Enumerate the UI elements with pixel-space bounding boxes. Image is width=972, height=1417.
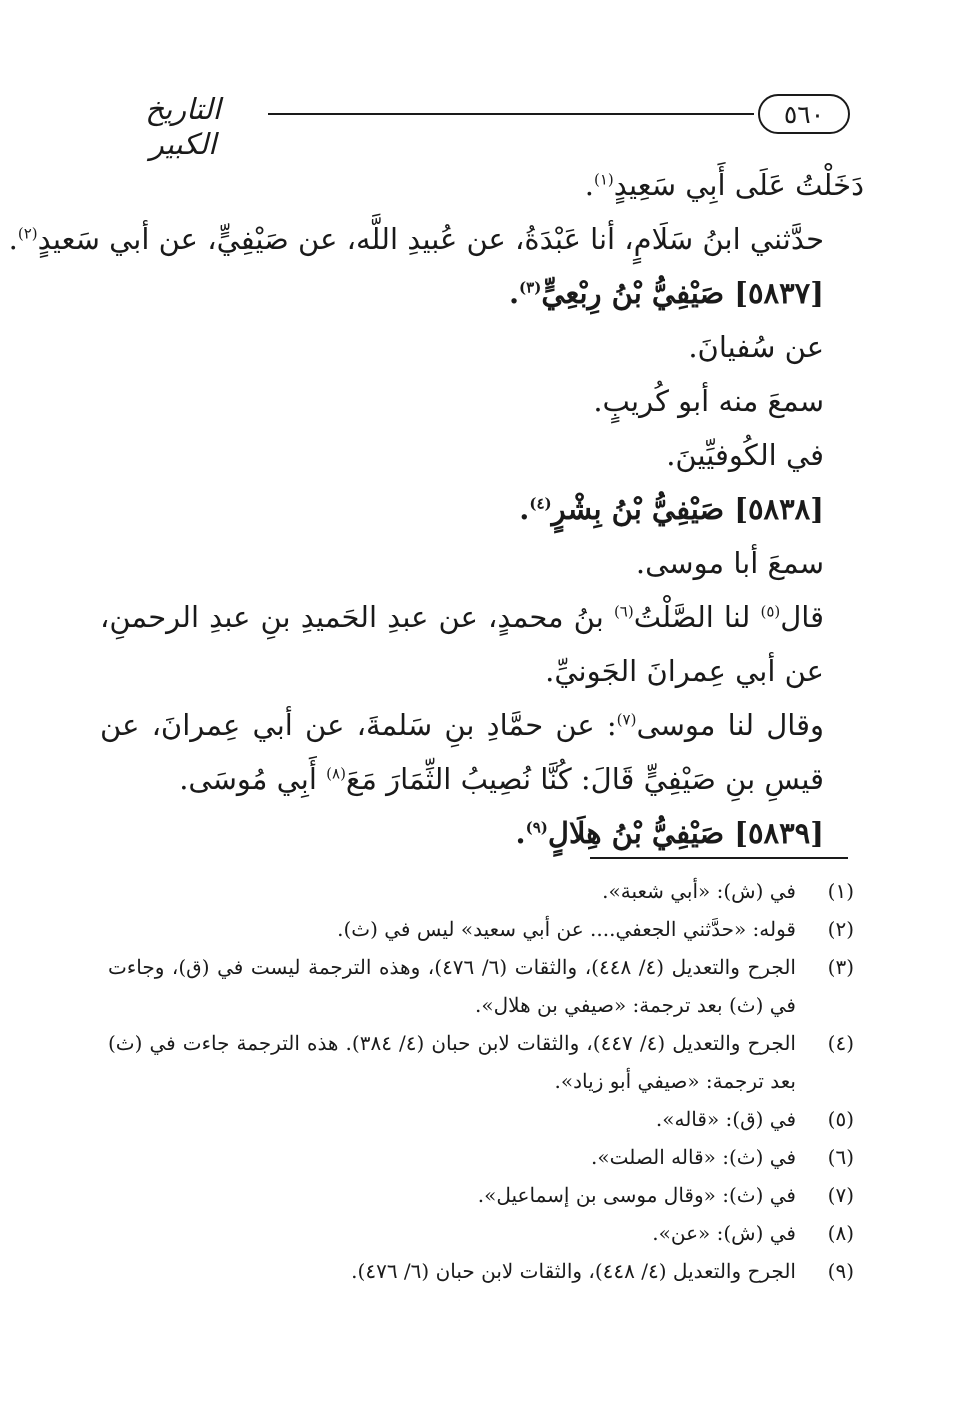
line-text: حدَّثني ابنُ سَلَامٍ، أنا عَبْدَةُ، عن عُبيدِ اللَّه، عن صَيْفِيٍّ، عن أبي سَعيدٍ (37, 222, 824, 256)
footnote-ref[interactable]: (١) (594, 170, 614, 189)
entry-title: [٥٨٣٩] صَيْفِيُّ بْنُ هِلَالٍ (547, 816, 824, 850)
header-rule (268, 113, 754, 115)
line-end: . (8, 222, 18, 256)
footnote-ref[interactable]: (٢) (17, 224, 38, 243)
footnote-item (108, 872, 854, 910)
footnote-ref[interactable]: (٤) (529, 494, 552, 513)
line-end: . (519, 492, 530, 526)
footnote-number: (١) (827, 879, 854, 903)
entry-title: [٥٨٣٨] صَيْفِيُّ بْنُ بِشْرٍ (551, 492, 824, 526)
entry-heading (100, 266, 864, 320)
footnote-number: (٤) (827, 1031, 854, 1055)
footnote-text: في (ق): «قاله». (655, 1107, 796, 1131)
entry-heading (100, 482, 864, 536)
footnote-text: الجرح والتعديل (٤/ ٤٤٨)، والثقات لابن حبان (٦/ ٤٧٦). (351, 1259, 796, 1283)
footnote-text: في (ش): «عن». (652, 1221, 796, 1245)
line-text: دَخَلْتُ عَلَى أَبِي سَعِيدٍ (613, 168, 864, 202)
entry-heading (100, 806, 864, 860)
footnote-text: في (ش): «أبي شعبة». (602, 879, 796, 903)
footnote-item (108, 1024, 854, 1100)
footnote-ref[interactable]: (٣) (519, 278, 542, 297)
text-paragraph (100, 590, 864, 698)
line-end: . (508, 276, 520, 310)
footnote-item (108, 948, 854, 1024)
footnote-ref[interactable]: (٦) (613, 602, 634, 621)
page-number: ٥٦٠ (758, 94, 850, 134)
footnote-ref[interactable]: (٩) (525, 818, 548, 837)
footnote-item (108, 1138, 854, 1176)
text-line (8, 212, 864, 266)
footnote-text: في (ث): «قاله الصلت». (590, 1145, 796, 1169)
footnote-ref[interactable]: (٨) (326, 764, 346, 783)
footnote-text: في (ث): «وقال موسى بن إسماعيل». (477, 1183, 796, 1207)
footnote-number: (٧) (827, 1183, 854, 1207)
text-paragraph (100, 698, 864, 806)
paragraph-middle: : عن حمَّادِ بنِ سَلمةَ، عن أبي عِمرانَ، عن قيسِ بنِ صَيْفِيٍّ قَالَ: كُنَّا نُصِيبُ الثِّمَارَ مَعَ (100, 708, 824, 796)
footnote-number: (٣) (827, 955, 854, 979)
footnote-text: قوله: «حدَّثني الجعفي.... عن أبي سعيد» ليس في (ث). (337, 917, 796, 941)
text-line (100, 374, 864, 428)
text-line (100, 428, 864, 482)
footnote-number: (٨) (827, 1221, 854, 1245)
footnote-item (108, 1100, 854, 1138)
line-text: في الكُوفيِّينَ. (666, 438, 824, 472)
text-line (100, 536, 864, 590)
footnote-text: الجرح والتعديل (٤/ ٤٤٨)، والثقات (٦/ ٤٧٦)، وهذه الترجمة ليست في (ق)، وجاءت في (ث) بعد ترجمة: «صيفي بن هلال». (108, 955, 796, 1017)
footnote-number: (٥) (827, 1107, 854, 1131)
paragraph-start: وقال لنا موسى (636, 708, 824, 742)
line-end: . (584, 168, 594, 202)
footnotes (108, 872, 854, 1290)
footnote-ref[interactable]: (٧) (616, 710, 637, 729)
page-header (108, 90, 850, 161)
footnote-number: (٦) (827, 1145, 854, 1169)
paragraph-end: أَبِي مُوسَى. (179, 762, 327, 796)
footnote-text: الجرح والتعديل (٤/ ٤٤٧)، والثقات لابن حبان (٤/ ٣٨٤). هذه الترجمة جاءت في (ث) بعد ترجمة: «صيفي أبو زياد». (108, 1031, 796, 1093)
footnote-number: (٢) (827, 917, 854, 941)
text-line (100, 158, 864, 212)
book-title: التاريخ الكبير (145, 92, 221, 161)
footnote-separator (590, 857, 848, 859)
footnote-ref[interactable]: (٥) (760, 602, 781, 621)
entry-title: [٥٨٣٧] صَيْفِيُّ بْنُ رِبْعِيٍّ (541, 276, 824, 310)
line-text: سمعَ أبا موسى. (635, 546, 824, 580)
footnote-item (108, 1214, 854, 1252)
footnote-item (108, 1176, 854, 1214)
line-text: عن سُفيانَ. (688, 330, 824, 364)
footnote-item (108, 910, 854, 948)
footnote-item (108, 1252, 854, 1290)
line-text: سمعَ منه أبو كُريبٍ. (593, 384, 824, 418)
paragraph-end: بنُ محمدٍ، عن عبدِ الحَميدِ بنِ عبدِ الرحمنِ، عن أبي عِمرانَ الجَونيِّ. (100, 600, 824, 688)
paragraph-start: قال (780, 600, 825, 634)
footnote-number: (٩) (827, 1259, 854, 1283)
paragraph-middle: لنا الصَّلْتُ (633, 600, 761, 634)
main-text (8, 158, 864, 860)
text-line (100, 320, 864, 374)
line-end: . (515, 816, 526, 850)
